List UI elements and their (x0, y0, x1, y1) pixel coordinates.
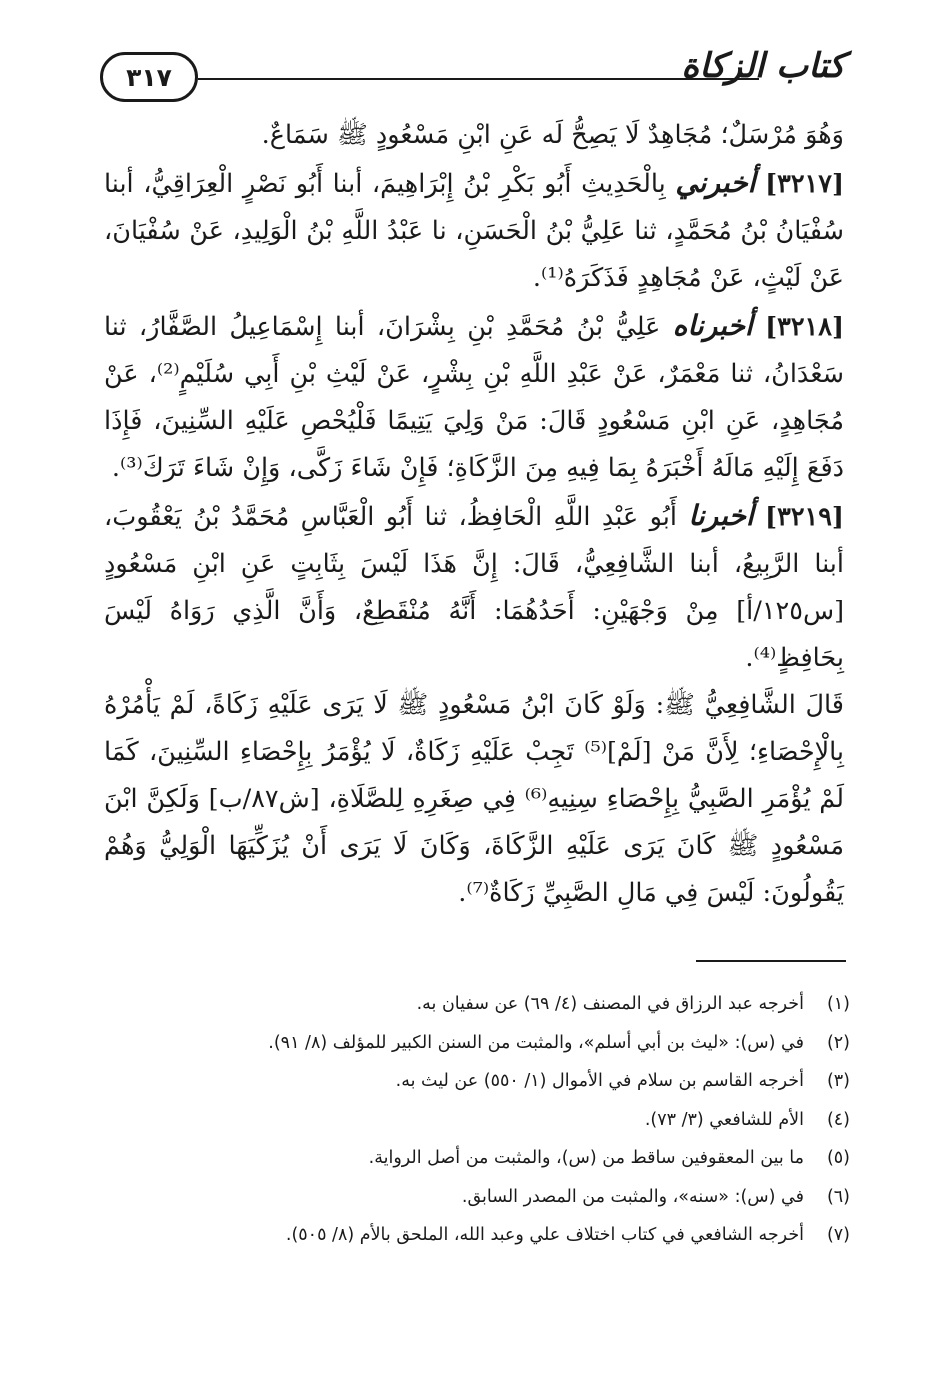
book-title: كتاب الزكاة (681, 46, 845, 86)
footnote-item (110, 1139, 850, 1178)
footnote-item (110, 1062, 850, 1101)
hadith-text: أَبُو عَبْدِ اللَّهِ الْحَافِظُ، ثنا أَبُو الْعَبَّاسِ مُحَمَّدُ بْنُ يَعْقُوبَ، أبنا الرَّبِيعُ، أبنا الشَّافِعِيُّ، قَالَ: إِنَّ هَذَا لَيْسَ بِثَابِتٍ عَنِ ابْنِ مَسْعُودٍ [س١٢٥/أ] مِنْ وَجْهَيْنِ: أَحَدُهُمَا: أَنَّهُ مُنْقَطِعٌ، وَأَنَّ الَّذِي رَوَاهُ لَيْسَ بِحَافِظٍ⁽⁴⁾. (104, 502, 845, 673)
hadith-3217 (104, 159, 844, 302)
narration-keyword: أخبرني (675, 166, 756, 199)
narration-keyword: أخبرنا (688, 499, 754, 532)
hadith-number: [٣٢١٨] (765, 312, 845, 342)
footnote-text: أخرجه الشافعي في كتاب اختلاف علي وعبد الله، الملحق بالأم (٨/ ٥٠٥). (285, 1225, 804, 1246)
footnote-text: أخرجه عبد الرزاق في المصنف (٤/ ٦٩) عن سفيان به. (416, 994, 804, 1015)
footnotes (110, 985, 850, 1255)
hadith-3219 (104, 492, 844, 682)
footnote-number: (٢) (826, 1032, 850, 1053)
footnote-item (110, 1024, 850, 1063)
hadith-number: [٣٢١٧] (765, 169, 845, 199)
footnote-item (110, 1216, 850, 1255)
footnote-separator (696, 960, 846, 962)
footnote-text: ما بين المعقوفين ساقط من (س)، والمثبت من أصل الرواية. (368, 1148, 804, 1169)
footnote-text: في (س): «سنه»، والمثبت من المصدر السابق. (461, 1186, 804, 1207)
footnote-number: (٥) (826, 1148, 850, 1169)
main-text (104, 112, 844, 917)
paragraph-text: قَالَ الشَّافِعِيُّ ﷺ: وَلَوْ كَانَ ابْنُ مَسْعُودٍ ﷺ لَا يَرَى عَلَيْهِ زَكَاةً، لَمْ يَأْمُرْهُ بِالْإِحْصَاءِ؛ لِأَنَّ مَنْ [لَمْ]⁽⁵⁾ تَجِبْ عَلَيْهِ زَكَاةٌ، لَا يُؤْمَرُ بِإِحْصَاءِ السِّنِينَ، كَمَا لَمْ يُؤْمَرِ الصَّبِيُّ بِإِحْصَاءِ سِنِيهِ⁽⁶⁾ فِي صِغَرِهِ لِلصَّلَاةِ، [ش٨٧/ب] وَلَكِنَّ ابْنَ مَسْعُودٍ ﷺ كَانَ يَرَى عَلَيْهِ الزَّكَاةَ، وَكَانَ لَا يَرَى أَنْ يُزَكِّيَهَا الْوَلِيُّ وَهُمْ يَقُولُونَ: لَيْسَ فِي مَالِ الصَّبِيِّ زَكَاةٌ⁽⁷⁾. (104, 690, 845, 908)
footnote-text: أخرجه القاسم بن سلام في الأموال (١/ ٥٥٠) عن ليث به. (395, 1071, 804, 1092)
hadith-text: عَلِيُّ بْنُ مُحَمَّدِ بْنِ بِشْرَانَ، أبنا إِسْمَاعِيلُ الصَّفَّارُ، ثنا سَعْدَانُ، ثنا مَعْمَرٌ، عَنْ عَبْدِ اللَّهِ بْنِ بِشْرٍ، عَنْ لَيْثِ بْنِ أَبِي سُلَيْمٍ⁽²⁾، عَنْ مُجَاهِدٍ، عَنِ ابْنِ مَسْعُودٍ قَالَ: مَنْ وَلِيَ يَتِيمًا فَلْيُحْصِ عَلَيْهِ السِّنِينَ، فَإِذَا دَفَعَ إِلَيْهِ مَالَهُ أَخْبَرَهُ بِمَا فِيهِ مِنَ الزَّكَاةِ؛ فَإِنْ شَاءَ زَكَّى، وَإِنْ شَاءَ تَرَكَ⁽³⁾. (104, 312, 844, 483)
footnote-item (110, 985, 850, 1024)
shafii-commentary (104, 682, 844, 917)
page-header (100, 46, 845, 102)
footnote-number: (١) (826, 994, 850, 1015)
paragraph-text: وَهُوَ مُرْسَلٌ؛ مُجَاهِدٌ لَا يَصِحُّ لَه عَنِ ابْنِ مَسْعُودٍ ﷺ سَمَاعٌ. (261, 120, 844, 150)
footnote-text: الأم للشافعي (٣/ ٧٣). (644, 1109, 804, 1130)
footnote-number: (٤) (826, 1109, 850, 1130)
hadith-number: [٣٢١٩] (765, 502, 844, 532)
hadith-text: بِالْحَدِيثِ أَبُو بَكْرِ بْنُ إِبْرَاهِيمَ، أبنا أَبُو نَصْرٍ الْعِرَاقِيُّ، أبنا سُفْيَانُ بْنُ مُحَمَّدٍ، ثنا عَلِيُّ بْنُ الْحَسَنِ، نا عَبْدُ اللَّهِ بْنُ الْوَلِيدِ، عَنْ سُفْيَانَ، عَنْ لَيْثٍ، عَنْ مُجَاهِدٍ فَذَكَرَهُ⁽¹⁾. (104, 169, 844, 293)
footnote-number: (٦) (826, 1186, 850, 1207)
header-rule (198, 78, 759, 80)
footnote-item (110, 1101, 850, 1140)
narration-keyword: أخبرناه (672, 309, 753, 342)
page-number-badge: ٣١٧ (100, 52, 198, 102)
footnote-number: (٧) (826, 1225, 850, 1246)
footnote-item (110, 1178, 850, 1217)
hadith-3218 (104, 302, 844, 492)
paragraph-continuation (104, 112, 844, 159)
footnote-text: في (س): «ليث بن أبي أسلم»، والمثبت من السنن الكبير للمؤلف (٨/ ٩١). (268, 1032, 804, 1053)
footnote-number: (٣) (826, 1071, 850, 1092)
